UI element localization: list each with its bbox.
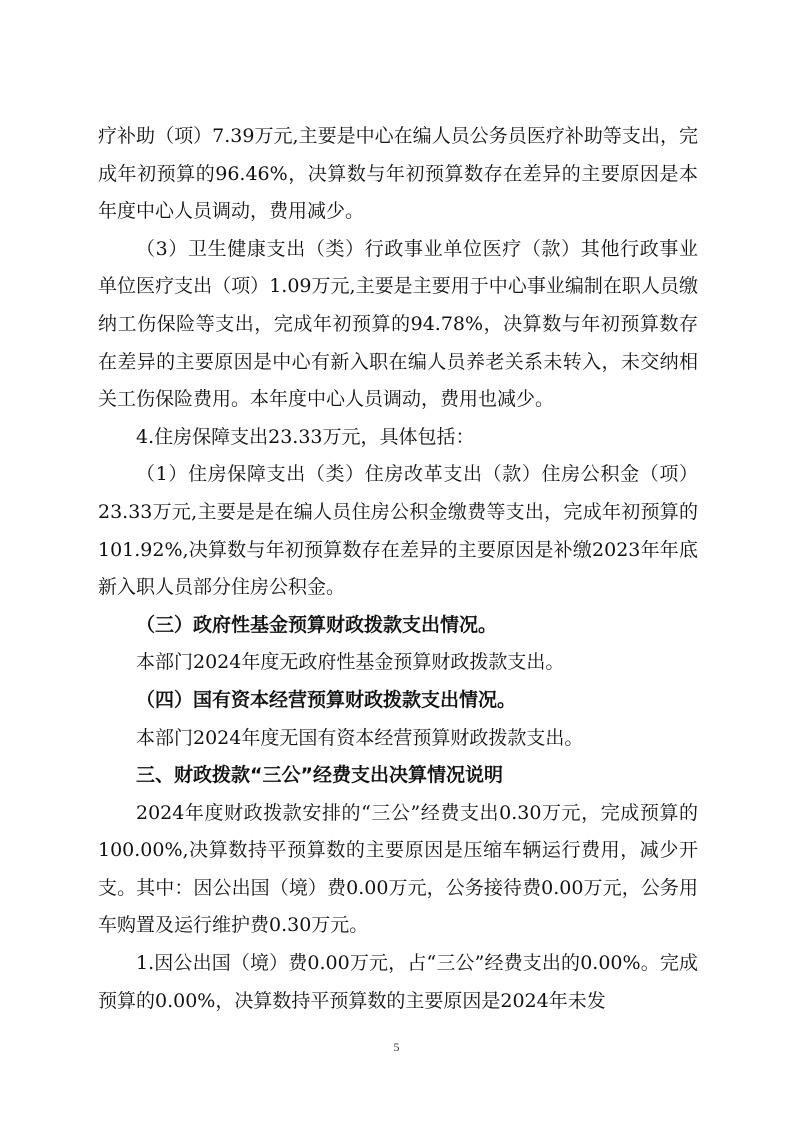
paragraph-state-capital: 本部门2024年度无国有资本经营预算财政拨款支出。: [136, 726, 584, 749]
paragraph-housing-fund: （1）住房保障支出（类）住房改革支出（款）住房公积金（项）23.33万元,主要是是在编人员住房公积金缴费等支出，完成年初预算的101.92%,决算数与年初预算数存在差异的主要原因是补缴2023年年底新入职人员部分住房公积金。: [98, 463, 698, 599]
paragraph-three-public-summary: 2024年度财政拨款安排的“三公”经费支出0.30万元，完成预算的100.00%,决算数持平预算数的主要原因是压缩车辆运行费用，减少开支。其中：因公出国（境）费0.00万元，公务接待费0.00万元，公务用车购置及运行维护费0.30万元。: [98, 801, 698, 937]
paragraph-medical-subsidy: 疗补助（项）7.39万元,主要是中心在编人员公务员医疗补助等支出，完成年初预算的96.46%，决算数与年初预算数存在差异的主要原因是本年度中心人员调动，费用减少。: [98, 125, 698, 223]
paragraph-overseas-travel: 1.因公出国（境）费0.00万元，占“三公”经费支出的0.00%。完成预算的0.00%，决算数持平预算数的主要原因是2024年未发: [98, 952, 698, 1012]
page-number: 5: [393, 1040, 400, 1054]
paragraph-health-other-medical: （3）卫生健康支出（类）行政事业单位医疗（款）其他行政事业单位医疗支出（项）1.09万元,主要是主要用于中心事业编制在职人员缴纳工伤保险等支出，完成年初预算的94.78%，决算数与年初预算数存在差异的主要原因是中心有新入职在编人员养老关系未转入，未交纳相关工伤保险费用。本年度中心人员调动，费用也减少。: [98, 237, 698, 411]
document-body: [98, 118, 698, 1020]
section-heading-three-public: 三、财政拨款“三公”经费支出决算情况说明: [136, 764, 503, 787]
paragraph-housing-summary: 4.住房保障支出23.33万元，具体包括：: [136, 425, 475, 448]
section-heading-state-capital: （四）国有资本经营预算财政拨款支出情况。: [136, 688, 517, 711]
paragraph-government-fund: 本部门2024年度无政府性基金预算财政拨款支出。: [136, 651, 565, 674]
section-heading-government-fund: （三）政府性基金预算财政拨款支出情况。: [136, 613, 498, 636]
